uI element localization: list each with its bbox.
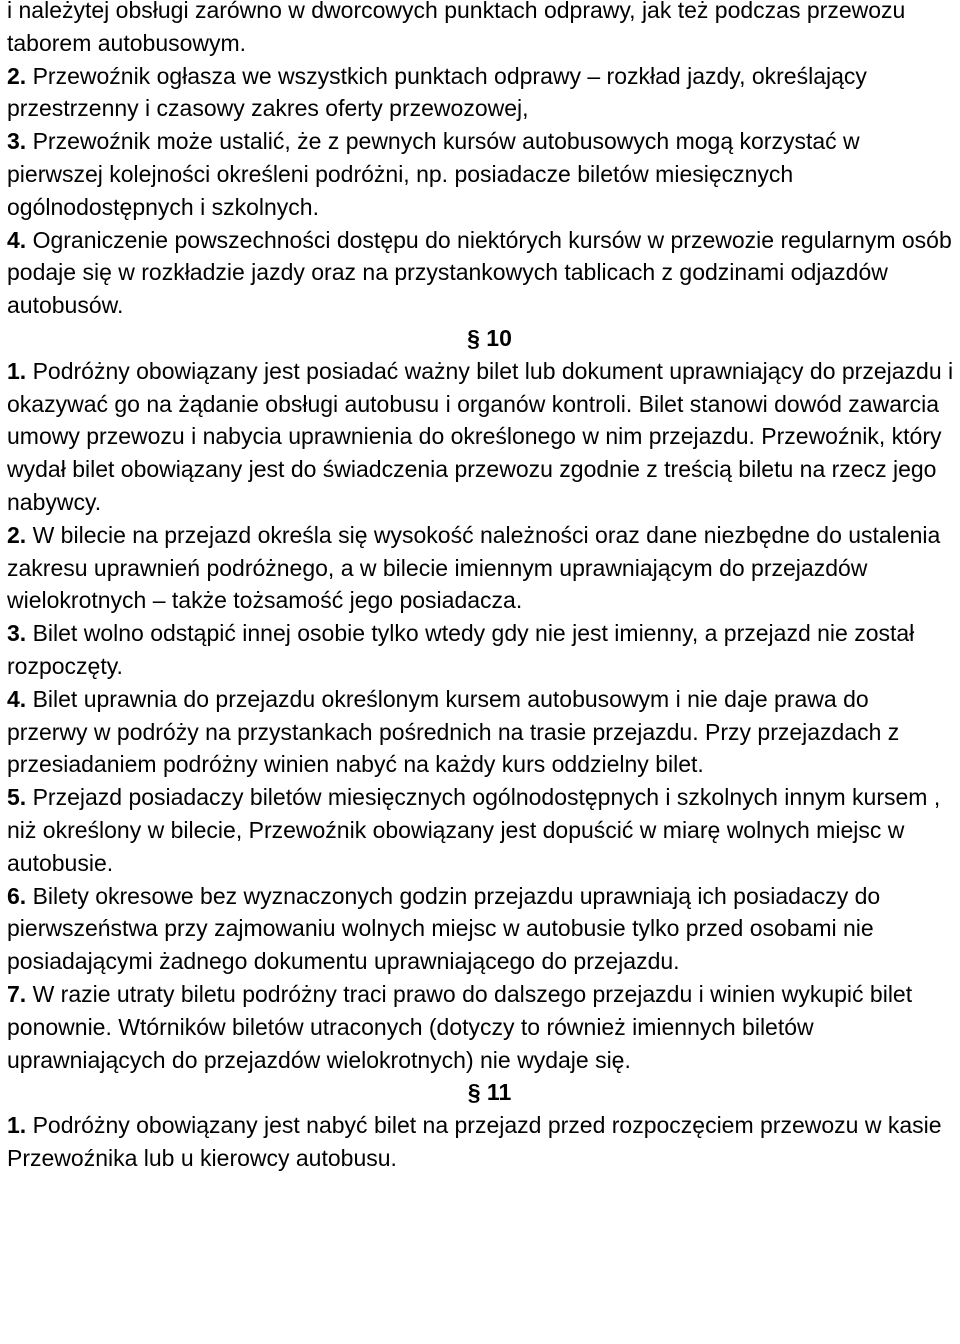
paragraph-continuation bbox=[7, 0, 954, 60]
item-number: 3. bbox=[7, 128, 27, 155]
paragraph-item bbox=[7, 355, 954, 519]
item-number: 4. bbox=[7, 226, 27, 253]
paragraph-text: Bilet wolno odstąpić innej osobie tylko wtedy gdy nie jest imienny, a przejazd nie został rozpoczęty. bbox=[7, 620, 915, 679]
paragraph-text: Bilet uprawnia do przejazdu określonym kursem autobusowym i nie daje prawa do przerwy w podróży na przystankach pośrednich na trasie przejazdu. Przy przejazdach z przesiadaniem podróżny winien nabyć na każdy kurs oddzielny bilet. bbox=[7, 685, 900, 778]
paragraph-item bbox=[7, 224, 954, 322]
section-heading: § 10 bbox=[467, 324, 512, 351]
paragraph-text: Bilety okresowe bez wyznaczonych godzin przejazdu uprawniają ich posiadaczy do pierwszeństwa przy zajmowaniu wolnych miejsc w autobusie tylko przed osobami nie posiadającymi żadnego dokumentu uprawniającego do przejazdu. bbox=[7, 882, 881, 975]
paragraph-item bbox=[7, 60, 954, 126]
paragraph-text: i należytej obsługi zarówno w dworcowych punktach odprawy, jak też podczas przewozu taborem autobusowym. bbox=[7, 0, 906, 56]
item-number: 1. bbox=[7, 357, 27, 384]
paragraph-item bbox=[7, 880, 954, 978]
item-number: 2. bbox=[7, 62, 27, 89]
paragraph-text: Przewoźnik ogłasza we wszystkich punktach odprawy – rozkład jazdy, określający przestrzenny i czasowy zakres oferty przewozowej, bbox=[7, 62, 867, 122]
paragraph-text: Podróżny obowiązany jest posiadać ważny bilet lub dokument uprawniający do przejazdu i okazywać go na żądanie obsługi autobusu i organów kontroli. Bilet stanowi dowód zawarcia umowy przewozu i nabycia uprawnienia do określonego w nim przejazdu. Przewoźnik, który wydał bilet obowiązany jest do świadczenia przewozu zgodnie z treścią biletu na rzecz jego nabywcy. bbox=[7, 357, 954, 515]
paragraph-text: W bilecie na przejazd określa się wysokość należności oraz dane niezbędne do ustalenia zakresu uprawnień podróżnego, a w bilecie imiennym uprawniającym do przejazdów wielokrotnych – także tożsamość jego posiadacza. bbox=[7, 521, 941, 614]
item-number: 7. bbox=[7, 980, 27, 1007]
paragraph-text: Przewoźnik może ustalić, że z pewnych kursów autobusowych mogą korzystać w pierwszej kolejności określeni podróżni, np. posiadacze biletów miesięcznych ogólnodostępnych i szkolnych. bbox=[7, 128, 860, 220]
item-number: 3. bbox=[7, 620, 27, 647]
item-number: 5. bbox=[7, 784, 27, 811]
item-number: 1. bbox=[7, 1112, 27, 1139]
item-number: 2. bbox=[7, 521, 27, 548]
paragraph-item bbox=[7, 978, 954, 1076]
paragraph-text: Podróżny obowiązany jest nabyć bilet na przejazd przed rozpoczęciem przewozu w kasie Przewoźnika lub u kierowcy autobusu. bbox=[7, 1112, 942, 1171]
section-heading: § 11 bbox=[467, 1079, 512, 1106]
paragraph-text: Przejazd posiadaczy biletów miesięcznych ogólnodostępnych i szkolnych innym kursem , niż określony w bilecie, Przewoźnik obowiązany jest dopuścić w miarę wolnych miejsc w autobusie. bbox=[7, 784, 941, 876]
paragraph-item bbox=[7, 617, 954, 683]
paragraph-item bbox=[7, 1109, 954, 1175]
paragraph-item bbox=[7, 683, 954, 781]
paragraph-item bbox=[7, 519, 954, 617]
paragraph-text: W razie utraty biletu podróżny traci prawo do dalszego przejazdu i winien wykupić bilet ponownie. Wtórników biletów utraconych (dotyczy to również imiennych biletów uprawniających do przejazdów wielokrotnych) nie wydaje się. bbox=[7, 980, 913, 1073]
paragraph-text: Ograniczenie powszechności dostępu do niektórych kursów w przewozie regularnym osób podaje się w rozkładzie jazdy oraz na przystankowych tablicach z godzinami odjazdów autobusów. bbox=[7, 226, 952, 319]
paragraph-item bbox=[7, 125, 954, 223]
paragraph-item bbox=[7, 781, 954, 879]
item-number: 6. bbox=[7, 882, 27, 909]
item-number: 4. bbox=[7, 685, 27, 712]
